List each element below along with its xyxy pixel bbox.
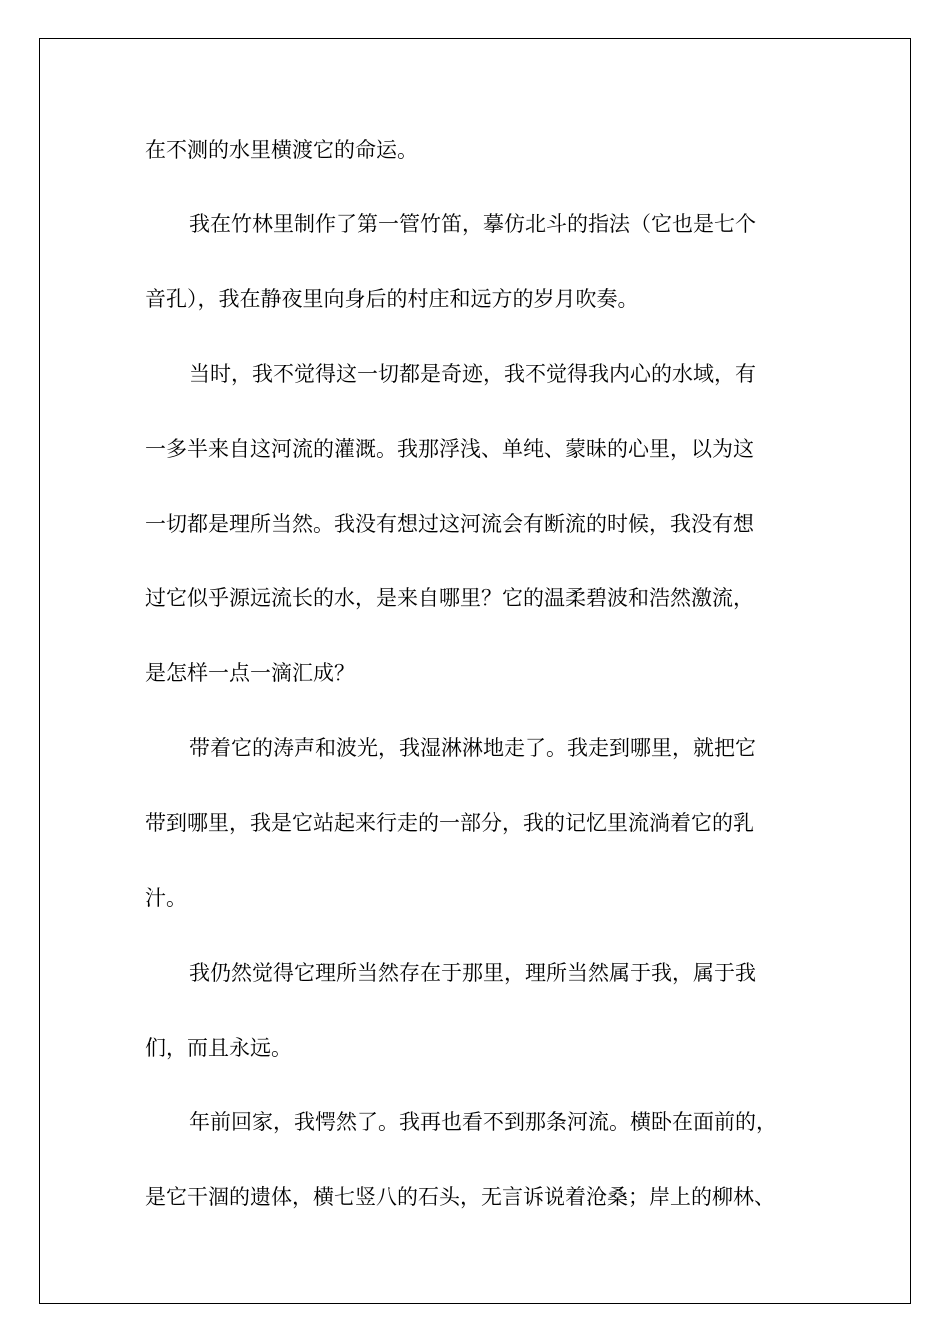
text-line: 们，而且永远。 — [145, 1036, 292, 1060]
text-line: 汁。 — [145, 886, 187, 910]
text-line: 当时，我不觉得这一切都是奇迹，我不觉得我内心的水域，有 — [189, 362, 756, 386]
text-line: 是它干涸的遗体，横七竖八的石头，无言诉说着沧桑；岸上的柳林、 — [145, 1185, 775, 1209]
text-line: 音孔），我在静夜里向身后的村庄和远方的岁月吹奏。 — [145, 287, 639, 311]
text-line: 是怎样一点一滴汇成？ — [145, 661, 355, 685]
text-line: 带着它的涛声和波光，我湿淋淋地走了。我走到哪里，就把它 — [189, 736, 756, 760]
text-line: 在不测的水里横渡它的命运。 — [145, 138, 418, 162]
text-line: 带到哪里，我是它站起来行走的一部分，我的记忆里流淌着它的乳 — [145, 811, 754, 835]
text-line: 过它似乎源远流长的水，是来自哪里？它的温柔碧波和浩然激流， — [145, 586, 754, 610]
text-line: 一多半来自这河流的灌溉。我那浮浅、单纯、蒙昧的心里，以为这 — [145, 437, 754, 461]
text-line: 我在竹林里制作了第一管竹笛，摹仿北斗的指法（它也是七个 — [189, 212, 756, 236]
text-line: 一切都是理所当然。我没有想过这河流会有断流的时候，我没有想 — [145, 512, 754, 536]
text-line: 我仍然觉得它理所当然存在于那里，理所当然属于我，属于我 — [189, 961, 756, 985]
text-line: 年前回家，我愕然了。我再也看不到那条河流。横卧在面前的， — [189, 1110, 777, 1134]
